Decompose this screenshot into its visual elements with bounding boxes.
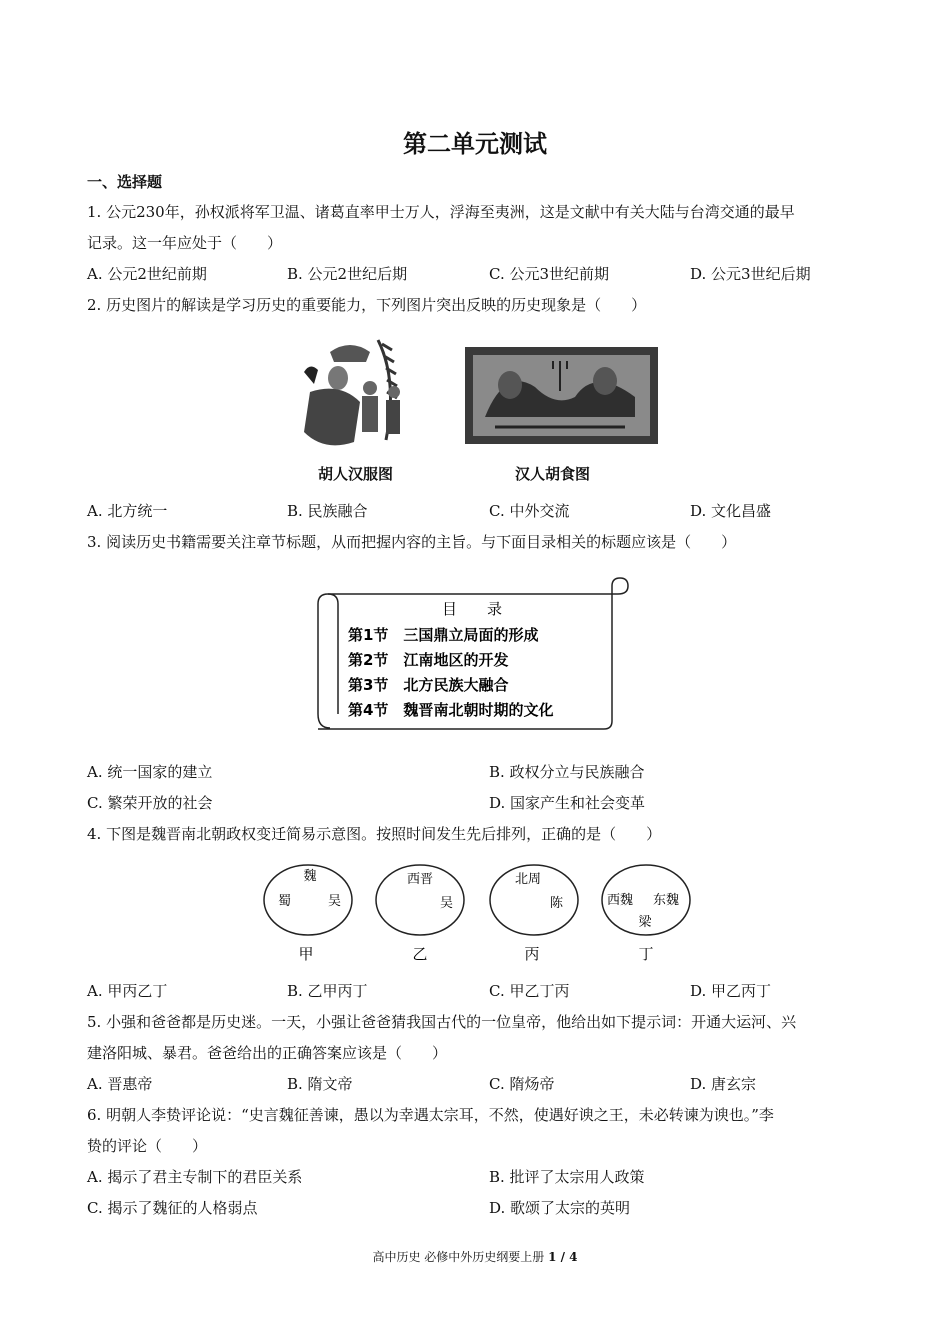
circle-jia-name-1: 魏: [303, 869, 317, 884]
section-heading: 一、选择题: [87, 173, 163, 191]
circle-ding-name-1: 西魏: [607, 893, 634, 908]
q3-options-row1: [87, 762, 877, 782]
q1-option-d[interactable]: D. 公元3世纪后期: [690, 265, 811, 283]
q1-option-c[interactable]: C. 公元3世纪前期: [489, 265, 610, 283]
han-people-hu-food-image: [465, 347, 658, 444]
hu-people-han-clothing-image: [290, 332, 410, 452]
q5-option-c[interactable]: C. 隋炀帝: [489, 1075, 555, 1093]
q5-stem-line2: 建洛阳城、暴君。爸爸给出的正确答案应该是（ ）: [87, 1044, 448, 1062]
circle-ding-label: 丁: [638, 945, 654, 963]
footer-text: 高中历史 必修中外历史纲要上册: [372, 1250, 549, 1264]
q5-option-d[interactable]: D. 唐玄宗: [690, 1075, 757, 1093]
circle-jia-name-3: 吴: [328, 894, 342, 909]
q5-stem-line1: 5. 小强和爸爸都是历史迷。一天，小强让爸爸猜我国古代的一位皇帝，他给出如下提示词：开通大运河、兴: [87, 1013, 797, 1031]
circle-yi-name-1: 西晋: [406, 872, 434, 887]
scroll-item-2: 第2节 江南地区的开发: [348, 651, 509, 669]
q1-stem-line2: 记录。这一年应处于（ ）: [87, 234, 283, 252]
q2-option-a[interactable]: A. 北方统一: [87, 502, 168, 520]
q1-stem-line1: 1. 公元230年，孙权派将军卫温、诸葛直率甲士万人，浮海至夷洲，这是文献中有关大陆与台湾交通的最早: [87, 203, 795, 221]
q2-caption-right: 汉人胡食图: [515, 465, 591, 483]
q6-option-b[interactable]: B. 批评了太宗用人政策: [489, 1168, 645, 1186]
scroll-heading: 目 录: [441, 600, 503, 618]
q1-options: [87, 264, 877, 284]
q6-option-a[interactable]: A. 揭示了君主专制下的君臣关系: [87, 1168, 303, 1186]
q3-option-c[interactable]: C. 繁荣开放的社会: [87, 794, 213, 812]
q3-option-a[interactable]: A. 统一国家的建立: [87, 763, 213, 781]
q2-option-b[interactable]: B. 民族融合: [287, 502, 368, 520]
q3-option-b[interactable]: B. 政权分立与民族融合: [489, 763, 645, 781]
circle-jia-label: 甲: [298, 945, 314, 963]
circle-yi-label: 乙: [412, 945, 428, 963]
q6-stem-line2: 贽的评论（ ）: [87, 1137, 208, 1155]
q1-option-a[interactable]: A. 公元2世纪前期: [87, 265, 207, 283]
q4-option-a[interactable]: A. 甲丙乙丁: [87, 982, 168, 1000]
q6-options-row2: [87, 1198, 877, 1218]
circle-ding-name-2: 东魏: [653, 893, 680, 908]
scroll-item-1: 第1节 三国鼎立局面的形成: [348, 626, 539, 644]
q3-option-d[interactable]: D. 国家产生和社会变革: [489, 794, 646, 812]
circle-ding-name-3: 梁: [638, 915, 652, 930]
page-title: 第二单元测试: [403, 130, 547, 158]
circle-jia-name-2: 蜀: [278, 894, 292, 909]
q5-options: [87, 1074, 877, 1094]
page-footer: [0, 1248, 950, 1265]
q3-stem-line1: 3. 阅读历史书籍需要关注章节标题，从而把握内容的主旨。与下面目录相关的标题应该是（ ）: [87, 533, 737, 551]
q4-option-d[interactable]: D. 甲乙丙丁: [690, 982, 772, 1000]
q2-stem-line1: 2. 历史图片的解读是学习历史的重要能力，下列图片突出反映的历史现象是（ ）: [87, 296, 647, 314]
q3-options-row2: [87, 793, 877, 813]
q4-stem-line1: 4. 下图是魏晋南北朝政权变迁简易示意图。按照时间发生先后排列，正确的是（ ）: [87, 825, 662, 843]
circle-yi-name-2: 吴: [440, 896, 454, 911]
q4-option-b[interactable]: B. 乙甲丙丁: [287, 982, 368, 1000]
table-of-contents-scroll: [312, 574, 634, 734]
circle-bing-name-2: 陈: [550, 896, 564, 911]
q2-options: [87, 501, 877, 521]
q6-option-c[interactable]: C. 揭示了魏征的人格弱点: [87, 1199, 258, 1217]
regime-change-diagram: [260, 860, 700, 970]
q2-option-d[interactable]: D. 文化昌盛: [690, 502, 772, 520]
q5-option-a[interactable]: A. 晋惠帝: [87, 1075, 153, 1093]
q5-option-b[interactable]: B. 隋文帝: [287, 1075, 353, 1093]
q4-options: [87, 981, 877, 1001]
q4-option-c[interactable]: C. 甲乙丁丙: [489, 982, 570, 1000]
q1-option-b[interactable]: B. 公元2世纪后期: [287, 265, 408, 283]
circle-bing-label: 丙: [524, 945, 540, 963]
q2-caption-left: 胡人汉服图: [318, 465, 394, 483]
scroll-item-4: 第4节 魏晋南北朝时期的文化: [348, 701, 554, 719]
q6-option-d[interactable]: D. 歌颂了太宗的英明: [489, 1199, 631, 1217]
circle-bing-name-1: 北周: [514, 872, 542, 887]
scroll-item-3: 第3节 北方民族大融合: [348, 676, 509, 694]
q2-option-c[interactable]: C. 中外交流: [489, 502, 570, 520]
page-number: 1 / 4: [548, 1250, 578, 1264]
q6-stem-line1: 6. 明朝人李贽评论说：“史言魏征善谏，愚以为幸遇太宗耳，不然，使遇好谀之王，未必转谏为谀也。”李: [87, 1106, 774, 1124]
q6-options-row1: [87, 1167, 877, 1187]
